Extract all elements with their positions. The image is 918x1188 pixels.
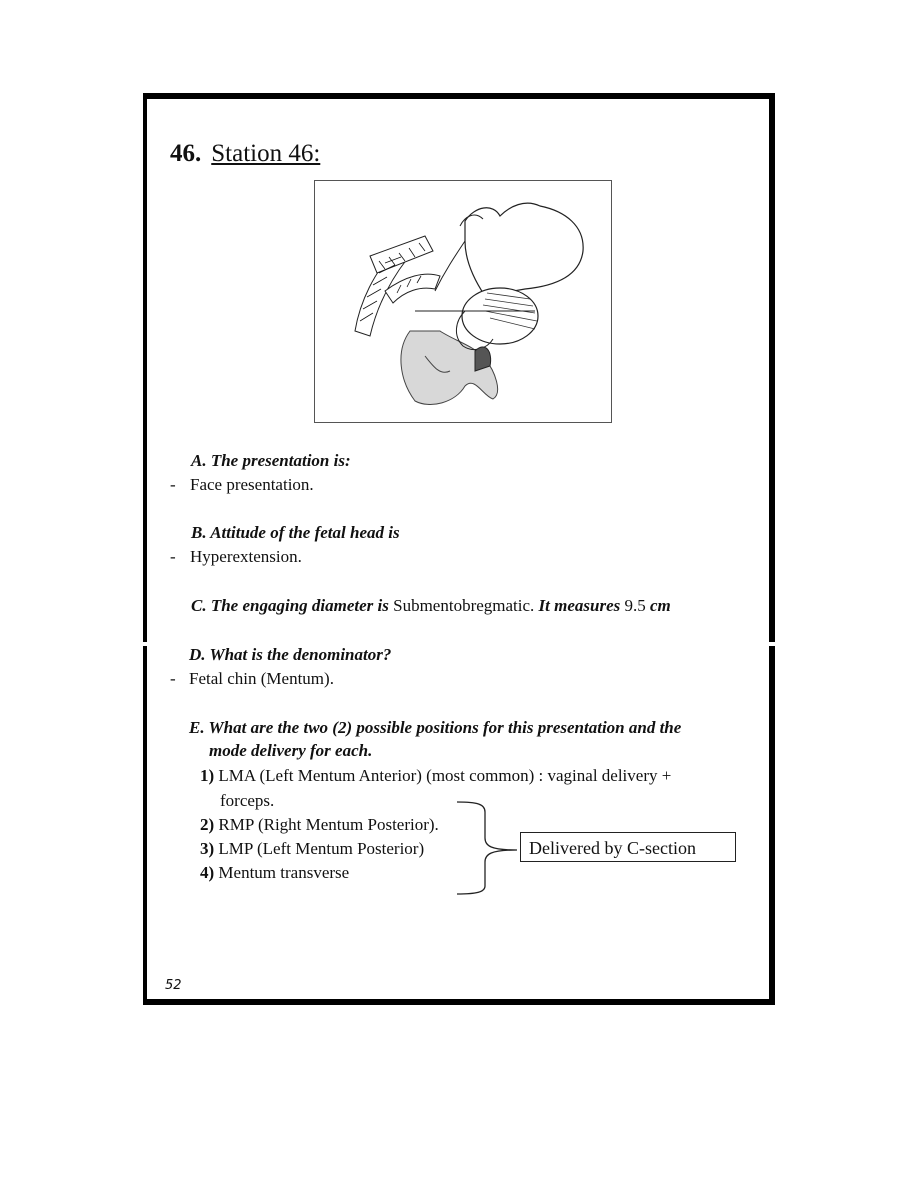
border-gap bbox=[143, 642, 147, 646]
question-e-label: E. bbox=[189, 718, 205, 737]
illustration-svg bbox=[315, 181, 611, 422]
position-text: LMA (Left Mentum Anterior) (most common) : vaginal delivery + bbox=[218, 766, 672, 785]
curly-brace-icon bbox=[455, 800, 519, 896]
fetal-face-presentation-illustration bbox=[314, 180, 612, 423]
answer-d-text: Fetal chin (Mentum). bbox=[189, 669, 334, 688]
question-c-label: C. bbox=[191, 596, 207, 615]
position-number: 2) bbox=[200, 815, 215, 834]
question-a bbox=[191, 451, 351, 471]
page-number: 52 bbox=[165, 978, 182, 993]
measure-unit: cm bbox=[650, 596, 671, 615]
question-b-text: Attitude of the fetal head is bbox=[210, 523, 400, 542]
position-text: RMP (Right Mentum Posterior). bbox=[218, 815, 439, 834]
station-number: 46. bbox=[170, 140, 202, 167]
position-item-1-cont: forceps. bbox=[220, 791, 275, 810]
measure-label: It measures bbox=[538, 596, 621, 615]
answer-a bbox=[170, 475, 314, 495]
position-item-3 bbox=[200, 839, 424, 859]
question-e-line1 bbox=[189, 718, 681, 738]
answer-b-text: Hyperextension. bbox=[190, 547, 302, 566]
question-c bbox=[191, 596, 671, 616]
position-number: 4) bbox=[200, 863, 215, 882]
measure-value: 9.5 bbox=[624, 596, 646, 615]
question-c-text: The engaging diameter is bbox=[210, 596, 389, 615]
answer-a-text: Face presentation. bbox=[190, 475, 314, 494]
answer-b bbox=[170, 547, 302, 567]
answer-d bbox=[170, 669, 334, 689]
position-item-1 bbox=[200, 766, 671, 786]
question-e-text-1: What are the two (2) possible positions for this presentation and the bbox=[208, 718, 682, 737]
station-name: Station 46: bbox=[211, 140, 321, 167]
bullet-dash: - bbox=[170, 547, 176, 566]
question-a-label: A. bbox=[191, 451, 207, 470]
bullet-dash: - bbox=[170, 475, 176, 494]
question-d-label: D. bbox=[189, 645, 206, 664]
position-item-4 bbox=[200, 863, 349, 883]
position-item-2 bbox=[200, 815, 439, 835]
question-d-text: What is the denominator? bbox=[209, 645, 392, 664]
csection-note-box: Delivered by C-section bbox=[520, 832, 736, 862]
question-b-label: B. bbox=[191, 523, 207, 542]
border-gap bbox=[769, 642, 775, 646]
position-text: Mentum transverse bbox=[218, 863, 350, 882]
position-number: 3) bbox=[200, 839, 215, 858]
position-text: LMP (Left Mentum Posterior) bbox=[218, 839, 425, 858]
bullet-dash: - bbox=[170, 669, 176, 688]
question-b bbox=[191, 523, 400, 543]
question-d bbox=[189, 645, 391, 665]
position-number: 1) bbox=[200, 766, 215, 785]
question-e-line2: mode delivery for each. bbox=[209, 741, 373, 760]
station-title bbox=[170, 140, 320, 168]
engaging-diameter-value: Submentobregmatic. bbox=[393, 596, 535, 615]
question-a-text: The presentation is: bbox=[210, 451, 351, 470]
